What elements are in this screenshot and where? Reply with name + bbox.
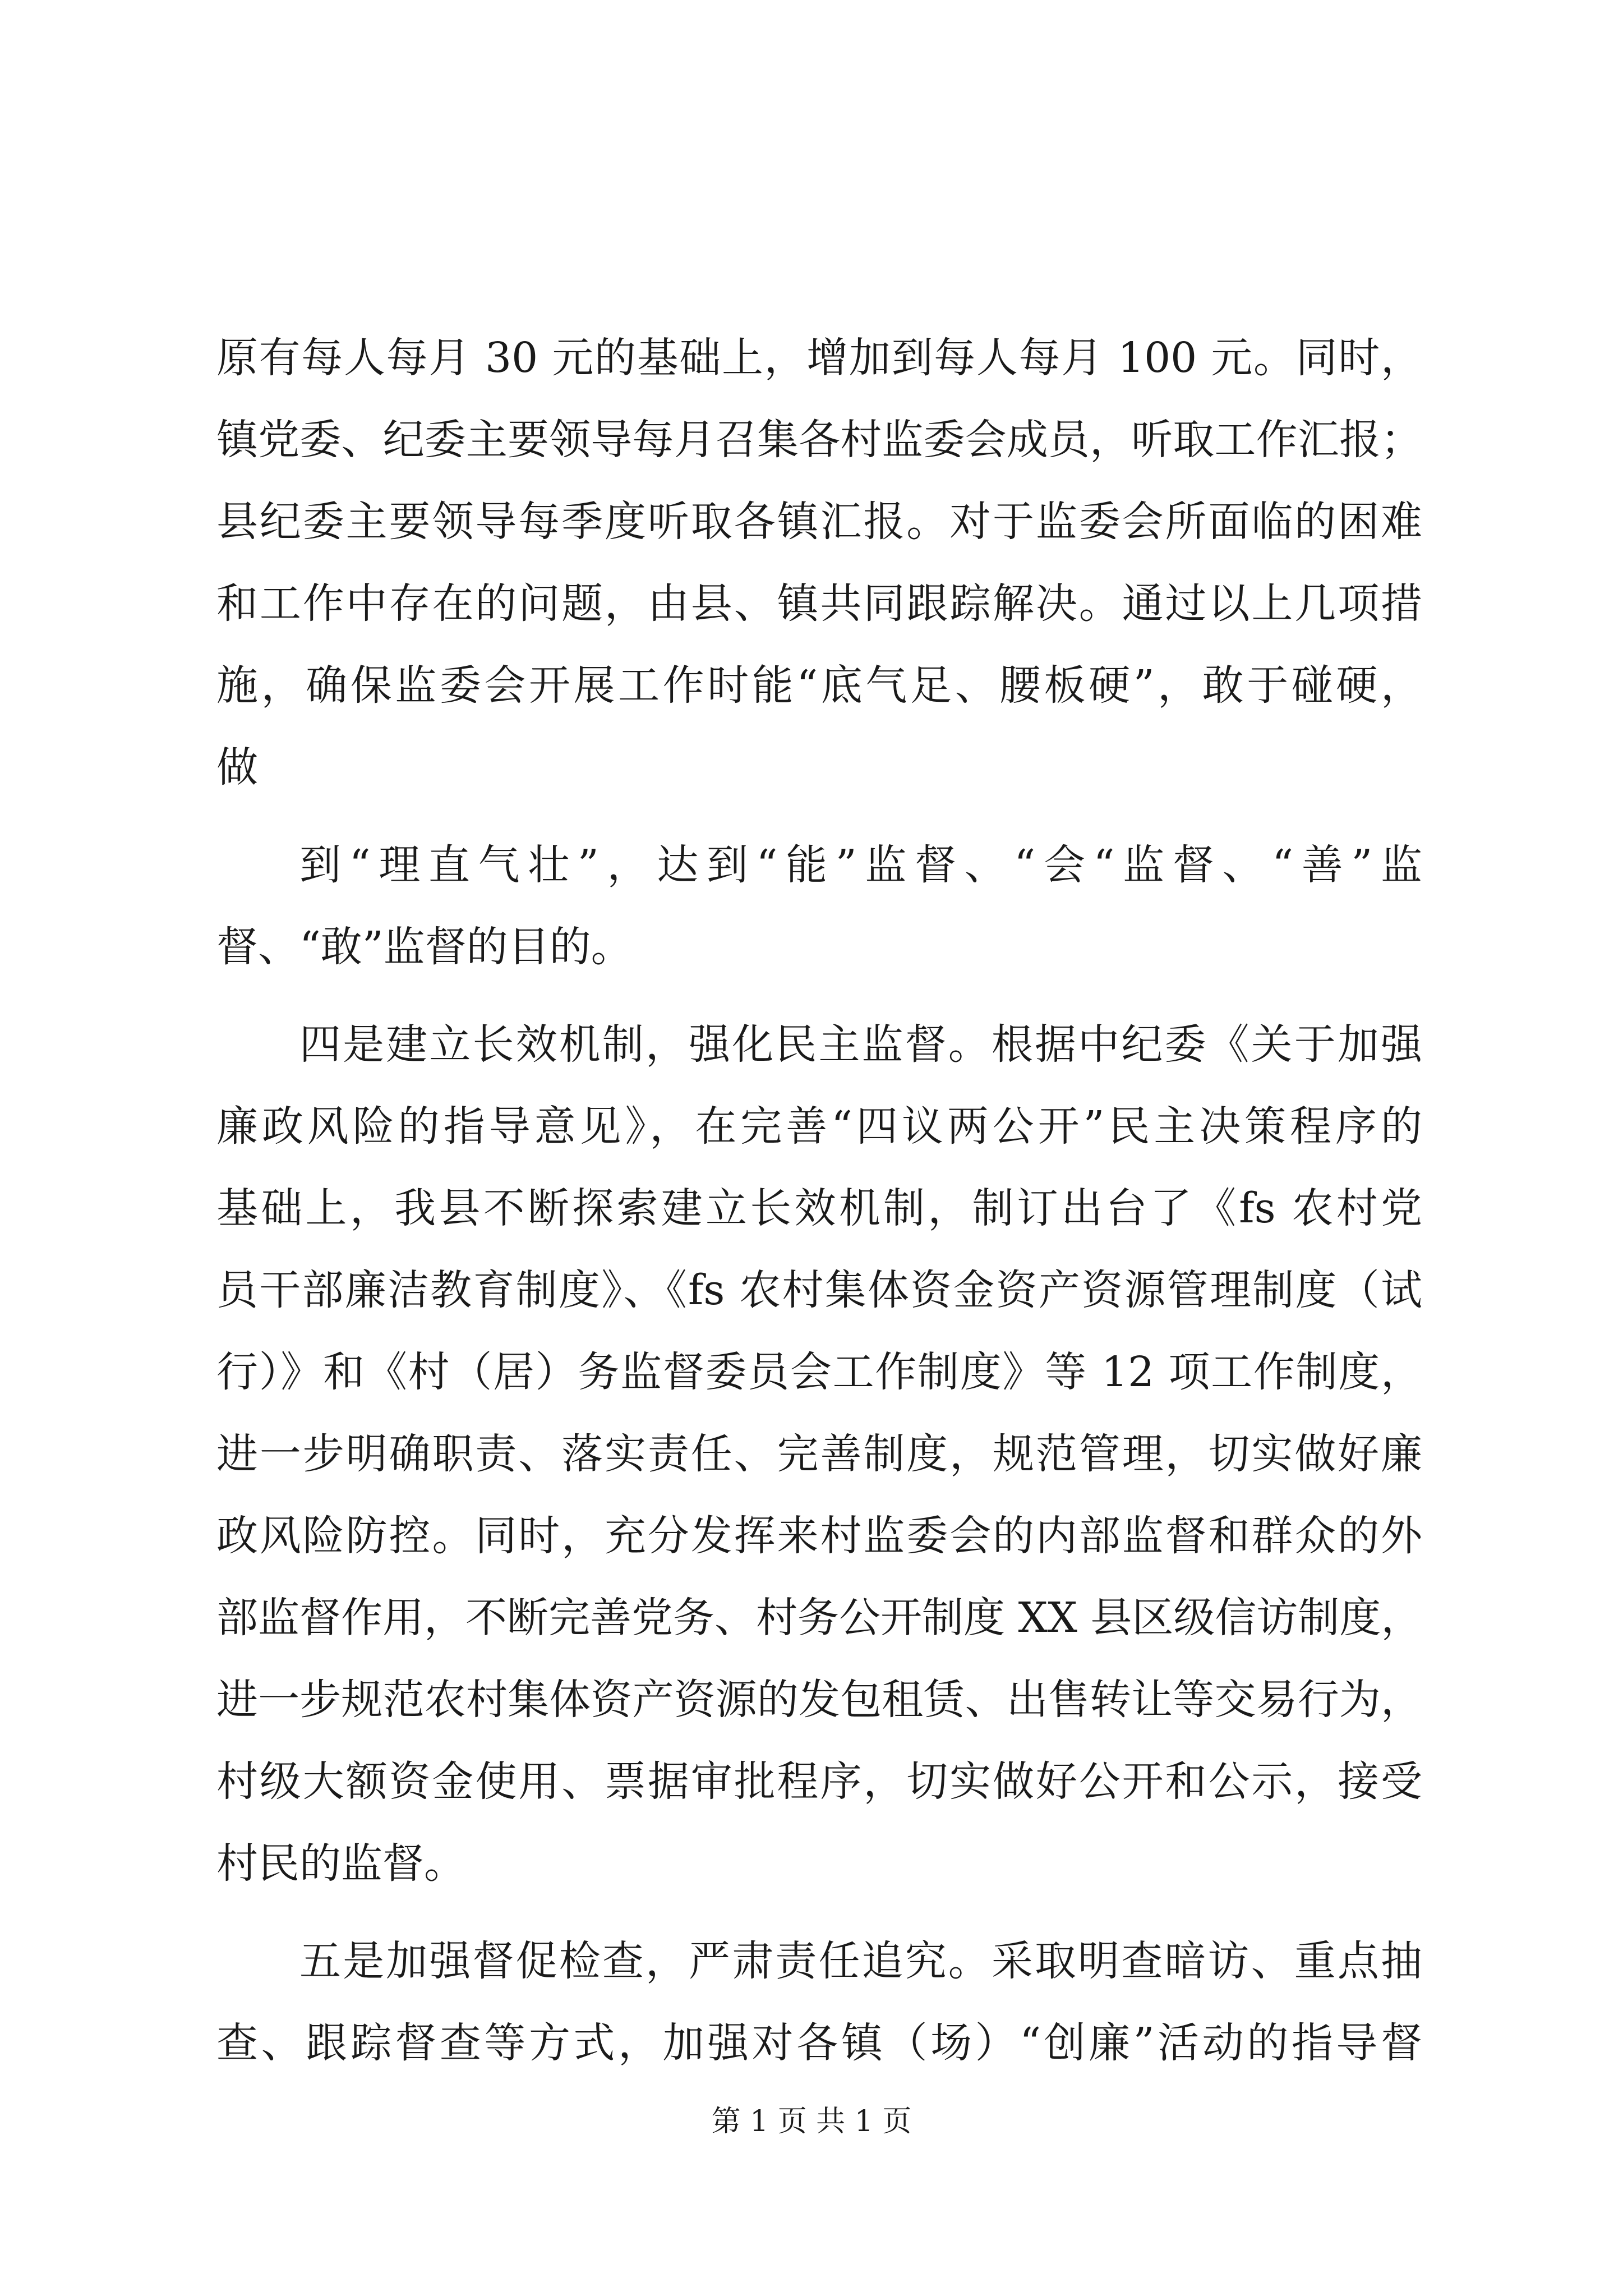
text-line: 到“理直气壮”，达到“能”监督、“会“监督、“善”监 [299, 841, 1422, 889]
paragraph-4 [216, 1920, 1422, 2084]
text-line: 进一步明确职责、落实责任、完善制度，规范管理，切实做好廉 [216, 1430, 1422, 1478]
paragraph-2 [216, 824, 1422, 988]
text-line: 四是建立长效机制，强化民主监督。根据中纪委《关于加强 [299, 1020, 1422, 1069]
text-line: 查、跟踪督查等方式，加强对各镇（场）“创廉”活动的指导督 [216, 2019, 1422, 2067]
text-line: 镇党委、纪委主要领导每月召集各村监委会成员，听取工作汇报； [216, 416, 1422, 464]
text-line: 进一步规范农村集体资产资源的发包租赁、出售转让等交易行为， [216, 1676, 1422, 1724]
text-line: 廉政风险的指导意见》，在完善“四议两公开”民主决策程序的 [216, 1102, 1422, 1151]
paragraph-1 [216, 317, 1422, 808]
text-line: 原有每人每月 30 元的基础上，增加到每人每月 100 元。同时， [216, 334, 1422, 382]
text-line: 员干部廉洁教育制度》、《fs 农村集体资金资产资源管理制度（试 [216, 1266, 1422, 1314]
text-line: 村级大额资金使用、票据审批程序，切实做好公开和公示，接受 [216, 1757, 1422, 1806]
text-line: 五是加强督促检查，严肃责任追究。采取明查暗访、重点抽 [299, 1937, 1422, 1985]
text-line: 督、“敢”监督的目的。 [216, 923, 633, 971]
text-line: 部监督作用，不断完善党务、村务公开制度 XX 县区级信访制度， [216, 1594, 1422, 1642]
text-line: 做 [216, 743, 258, 792]
paragraph-3 [216, 1004, 1422, 1904]
text-line: 县纪委主要领导每季度听取各镇汇报。对于监委会所面临的困难 [216, 498, 1422, 546]
document-body [216, 317, 1422, 2084]
text-line: 和工作中存在的问题，由县、镇共同跟踪解决。通过以上几项措 [216, 579, 1422, 628]
text-line: 政风险防控。同时，充分发挥来村监委会的内部监督和群众的外 [216, 1512, 1422, 1560]
text-line: 基础上，我县不断探索建立长效机制，制订出台了《fs 农村党 [216, 1184, 1422, 1232]
text-line: 村民的监督。 [216, 1839, 465, 1888]
page-number-footer: 第 1 页 共 1 页 [711, 2105, 912, 2138]
text-line: 行）》和《村（居）务监督委员会工作制度》等 12 项工作制度， [216, 1348, 1422, 1396]
text-line: 施，确保监委会开展工作时能“底气足、腰板硬”，敢于碰硬， [216, 661, 1422, 710]
